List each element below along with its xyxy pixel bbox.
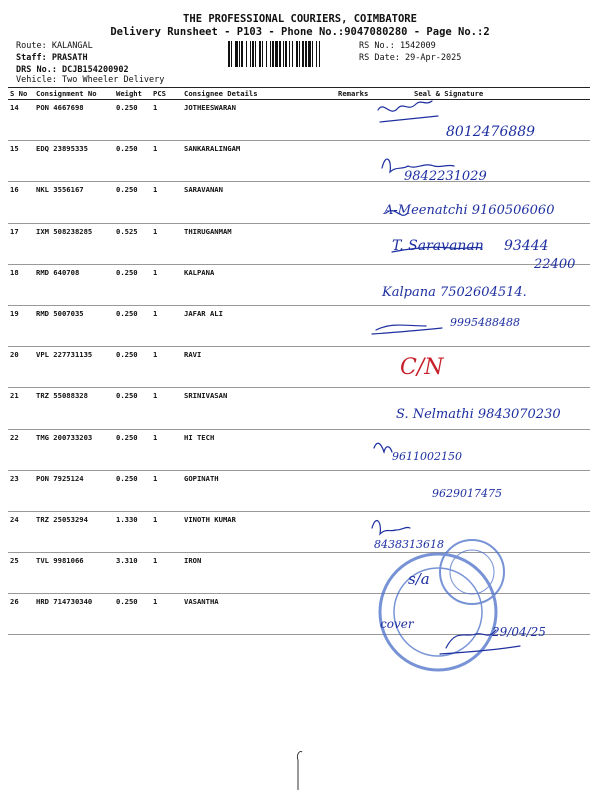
row-pcs: 1 — [151, 264, 182, 305]
col-signature: Seal & Signature — [390, 88, 590, 100]
row-pcs: 1 — [151, 594, 182, 635]
drs-number: DRS No.: DCJB154200902 — [16, 65, 129, 75]
barcode-bar — [320, 41, 321, 67]
row-consignment: NKL 3556167 — [34, 182, 114, 223]
table-row — [8, 470, 590, 511]
hw-r17-num: 93444 — [504, 238, 549, 254]
row-signature — [390, 553, 590, 594]
row-consignee: SRINIVASAN — [182, 388, 336, 429]
row-remarks — [336, 388, 390, 429]
row-sno: 22 — [8, 429, 34, 470]
row-weight: 0.250 — [114, 347, 151, 388]
row-sno: 23 — [8, 470, 34, 511]
row-sno: 18 — [8, 264, 34, 305]
row-remarks — [336, 264, 390, 305]
table-row — [8, 347, 590, 388]
row-consignment: HRD 714730340 — [34, 594, 114, 635]
row-sno: 15 — [8, 141, 34, 182]
row-consignee: KALPANA — [182, 264, 336, 305]
table-row — [8, 511, 590, 552]
hw-r20: C/N — [400, 355, 444, 380]
row-consignee: IRON — [182, 553, 336, 594]
row-sno: 19 — [8, 305, 34, 346]
row-pcs: 1 — [151, 470, 182, 511]
row-consignment: TRZ 25053294 — [34, 511, 114, 552]
row-signature — [390, 305, 590, 346]
hw-r21: S. Nelmathi 9843070230 — [396, 407, 561, 422]
hw-r14: 8012476889 — [446, 124, 536, 140]
col-weight: Weight — [114, 88, 151, 100]
row-remarks — [336, 594, 390, 635]
row-signature — [390, 264, 590, 305]
hw-r22: 9611002150 — [392, 450, 462, 463]
row-pcs: 1 — [151, 182, 182, 223]
table-row — [8, 141, 590, 182]
row-sno: 26 — [8, 594, 34, 635]
row-pcs: 1 — [151, 429, 182, 470]
row-remarks — [336, 223, 390, 264]
row-remarks — [336, 553, 390, 594]
row-sno: 25 — [8, 553, 34, 594]
row-pcs: 1 — [151, 553, 182, 594]
hw-r15: 9842231029 — [404, 169, 487, 184]
row-signature — [390, 223, 590, 264]
row-signature — [390, 470, 590, 511]
hw-r25: s/a — [408, 570, 430, 588]
rs-number: RS No.: 1542009 — [359, 41, 436, 51]
pen-mark — [297, 751, 302, 790]
row-sno: 16 — [8, 182, 34, 223]
row-weight: 0.250 — [114, 470, 151, 511]
row-weight: 0.250 — [114, 264, 151, 305]
row-remarks — [336, 470, 390, 511]
row-remarks — [336, 305, 390, 346]
row-consignee: SARAVANAN — [182, 182, 336, 223]
hw-r23: 9629017475 — [432, 487, 502, 500]
row-consignee: VINOTH KUMAR — [182, 511, 336, 552]
table-row — [8, 100, 590, 141]
table-row — [8, 182, 590, 223]
row-pcs: 1 — [151, 511, 182, 552]
runsheet-table — [8, 87, 590, 635]
barcode — [228, 41, 352, 67]
hw-r17-name: T. Saravanan — [392, 238, 484, 254]
row-consignee: RAVI — [182, 347, 336, 388]
row-consignee: THIRUGANMAM — [182, 223, 336, 264]
col-consignment: Consignment No — [34, 88, 114, 100]
hw-r19: 9995488488 — [450, 316, 520, 329]
row-signature — [390, 429, 590, 470]
col-sno: S No — [8, 88, 34, 100]
row-weight: 0.250 — [114, 594, 151, 635]
row-consignee: VASANTHA — [182, 594, 336, 635]
row-weight: 0.250 — [114, 100, 151, 141]
row-signature — [390, 388, 590, 429]
row-consignment: TRZ 55088328 — [34, 388, 114, 429]
staff-label: Staff: PRASATH — [16, 53, 88, 63]
col-remarks: Remarks — [336, 88, 390, 100]
table-header-row — [8, 88, 590, 100]
row-sno: 20 — [8, 347, 34, 388]
row-sno: 24 — [8, 511, 34, 552]
table-row — [8, 594, 590, 635]
row-consignment: EDQ 23895335 — [34, 141, 114, 182]
row-weight: 0.250 — [114, 305, 151, 346]
route-label: Route: KALANGAL — [16, 41, 93, 51]
row-signature — [390, 594, 590, 635]
col-consignee: Consignee Details — [182, 88, 336, 100]
row-weight: 0.250 — [114, 182, 151, 223]
row-remarks — [336, 182, 390, 223]
runsheet-title: Delivery Runsheet - P103 - Phone No.:9047080280 - Page No.:2 — [110, 26, 490, 38]
row-consignment: RMD 640708 — [34, 264, 114, 305]
row-remarks — [336, 429, 390, 470]
row-weight: 0.525 — [114, 223, 151, 264]
row-signature — [390, 347, 590, 388]
hw-r16: A-Meenatchi 9160506060 — [384, 203, 555, 218]
row-pcs: 1 — [151, 347, 182, 388]
row-weight: 1.330 — [114, 511, 151, 552]
table-row — [8, 305, 590, 346]
row-remarks — [336, 100, 390, 141]
row-consignment: IXM 508238285 — [34, 223, 114, 264]
col-pcs: PCS — [151, 88, 182, 100]
row-pcs: 1 — [151, 141, 182, 182]
row-pcs: 1 — [151, 305, 182, 346]
row-weight: 0.250 — [114, 429, 151, 470]
row-consignment: PON 7925124 — [34, 470, 114, 511]
hw-r18: Kalpana 7502604514. — [382, 285, 527, 300]
row-consignee: JAFAR ALI — [182, 305, 336, 346]
row-sno: 17 — [8, 223, 34, 264]
row-pcs: 1 — [151, 100, 182, 141]
row-consignment: TVL 9981066 — [34, 553, 114, 594]
row-consignment: RMD 5007035 — [34, 305, 114, 346]
row-sno: 21 — [8, 388, 34, 429]
row-consignment: PON 4667698 — [34, 100, 114, 141]
row-weight: 0.250 — [114, 141, 151, 182]
row-signature — [390, 182, 590, 223]
row-consignee: SANKARALINGAM — [182, 141, 336, 182]
rs-date: RS Date: 29-Apr-2025 — [359, 53, 462, 63]
row-remarks — [336, 347, 390, 388]
vehicle-label: Vehicle: Two Wheeler Delivery — [16, 75, 165, 85]
row-weight: 3.310 — [114, 553, 151, 594]
hw-r17-num2: 22400 — [534, 257, 576, 272]
row-sno: 14 — [8, 100, 34, 141]
row-consignment: VPL 227731135 — [34, 347, 114, 388]
row-consignee: HI TECH — [182, 429, 336, 470]
hw-r24: 8438313618 — [374, 538, 444, 551]
row-pcs: 1 — [151, 388, 182, 429]
row-signature — [390, 141, 590, 182]
table-row — [8, 429, 590, 470]
row-consignment: TMG 200733203 — [34, 429, 114, 470]
row-remarks — [336, 141, 390, 182]
row-signature — [390, 511, 590, 552]
table-row — [8, 223, 590, 264]
company-title: THE PROFESSIONAL COURIERS, COIMBATORE — [183, 13, 417, 25]
row-signature — [390, 100, 590, 141]
table-row — [8, 388, 590, 429]
row-consignee: GOPINATH — [182, 470, 336, 511]
hw-r26-a: cover — [380, 617, 414, 631]
table-row — [8, 264, 590, 305]
row-consignee: JOTHEESWARAN — [182, 100, 336, 141]
table-row — [8, 553, 590, 594]
row-weight: 0.250 — [114, 388, 151, 429]
row-pcs: 1 — [151, 223, 182, 264]
row-remarks — [336, 511, 390, 552]
hw-r26-b: 29/04/25 — [492, 625, 546, 639]
